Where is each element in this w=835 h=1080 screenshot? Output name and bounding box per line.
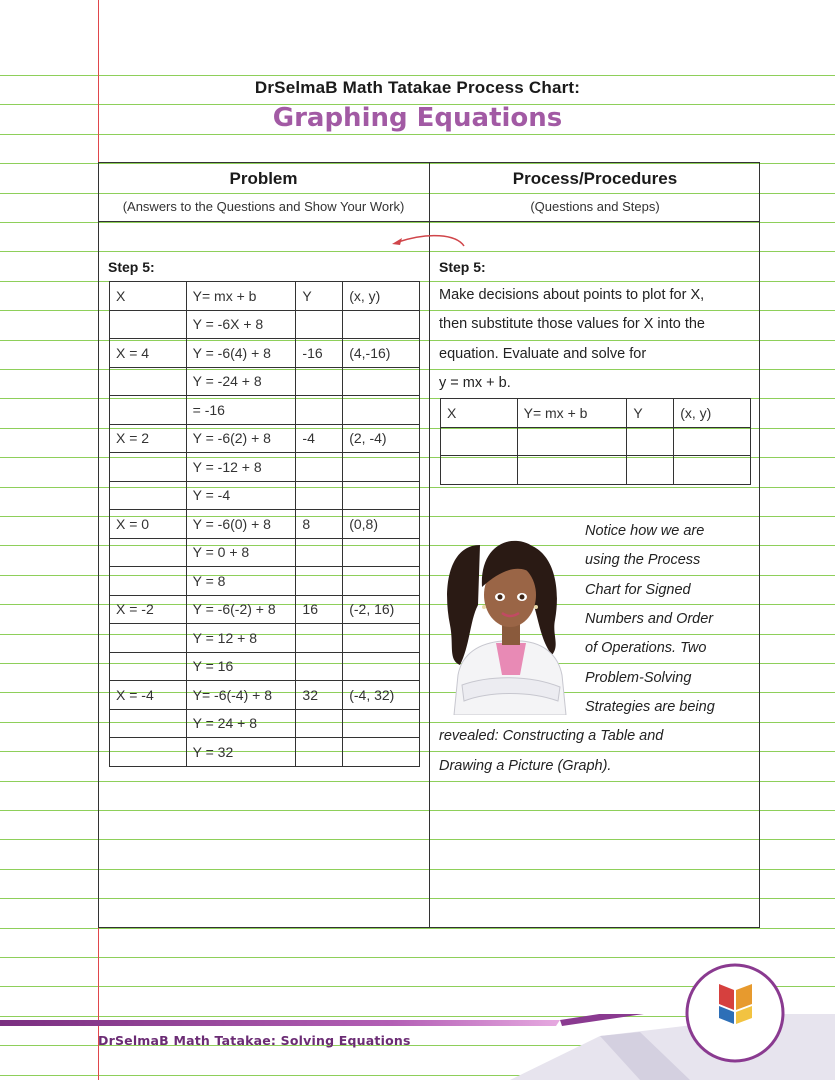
table-cell: Y = -6X + 8 <box>186 310 296 339</box>
table-cell <box>296 567 343 596</box>
table-cell: 32 <box>296 681 343 710</box>
footer-text: DrSelmaB Math Tatakae: Solving Equations <box>98 1033 411 1048</box>
process-text-line: equation. Evaluate and solve for <box>439 346 647 362</box>
problem-subheading: (Answers to the Questions and Show Your Work) <box>122 199 405 214</box>
table-header-cell: Y <box>296 282 343 311</box>
teacher-avatar <box>440 525 580 715</box>
table-cell <box>296 367 343 396</box>
table-cell: Y= -6(-4) + 8 <box>186 681 296 710</box>
table-cell: Y = 8 <box>186 567 296 596</box>
table-cell <box>296 481 343 510</box>
table-cell: = -16 <box>186 396 296 425</box>
table-cell <box>110 709 187 738</box>
table-row <box>110 595 420 624</box>
table-cell: Y = 12 + 8 <box>186 624 296 653</box>
table-cell <box>296 396 343 425</box>
table-row <box>110 538 420 567</box>
table-row <box>110 396 420 425</box>
table-cell <box>343 652 420 681</box>
table-cell: X = 0 <box>110 510 187 539</box>
table-row <box>110 681 420 710</box>
table-cell <box>296 709 343 738</box>
table-cell <box>343 738 420 767</box>
table-cell <box>343 310 420 339</box>
process-heading: Process/Procedures <box>512 169 678 188</box>
note-line: Drawing a Picture (Graph). <box>439 758 612 774</box>
table-cell <box>441 427 518 456</box>
table-cell: X = 2 <box>110 424 187 453</box>
table-row <box>110 453 420 482</box>
table-cell: X <box>441 399 518 428</box>
table-cell <box>627 456 674 485</box>
table-cell: Y = -6(0) + 8 <box>186 510 296 539</box>
table-cell <box>517 427 627 456</box>
problem-table <box>109 281 420 767</box>
process-text-line: then substitute those values for X into the <box>439 316 705 332</box>
table-row <box>110 738 420 767</box>
column-divider <box>429 162 430 928</box>
paper-line <box>0 134 835 135</box>
table-cell: Y= mx + b <box>517 399 627 428</box>
table-cell: 16 <box>296 595 343 624</box>
table-cell: (4,-16) <box>343 339 420 368</box>
table-cell: (x, y) <box>674 399 751 428</box>
table-cell <box>110 624 187 653</box>
table-cell: -16 <box>296 339 343 368</box>
table-cell: X = 4 <box>110 339 187 368</box>
table-cell <box>296 538 343 567</box>
table-cell <box>110 567 187 596</box>
note-line: Chart for Signed <box>585 582 691 598</box>
note-line: Numbers and Order <box>585 611 714 627</box>
process-text-line: y = mx + b. <box>439 375 511 391</box>
table-cell <box>343 538 420 567</box>
table-cell <box>296 624 343 653</box>
table-cell <box>627 427 674 456</box>
table-cell <box>343 709 420 738</box>
table-cell <box>343 481 420 510</box>
table-cell: 8 <box>296 510 343 539</box>
table-row <box>110 567 420 596</box>
table-header-cell: (x, y) <box>343 282 420 311</box>
table-cell: Y = 0 + 8 <box>186 538 296 567</box>
table-cell: -4 <box>296 424 343 453</box>
table-row <box>110 424 420 453</box>
table-cell <box>296 453 343 482</box>
curved-arrow-icon <box>388 230 468 250</box>
table-cell <box>674 456 751 485</box>
table-cell <box>110 538 187 567</box>
table-header-cell: X <box>110 282 187 311</box>
table-cell: Y = -12 + 8 <box>186 453 296 482</box>
table-cell <box>296 738 343 767</box>
page-title: DrSelmaB Math Tatakae Process Chart: <box>254 78 581 97</box>
table-cell <box>110 481 187 510</box>
table-cell <box>110 738 187 767</box>
note-line: Notice how we are <box>585 523 705 539</box>
table-cell: X = -2 <box>110 595 187 624</box>
table-header-cell: Y= mx + b <box>186 282 296 311</box>
process-text-line: Make decisions about points to plot for X, <box>439 287 705 303</box>
table-row <box>110 282 420 311</box>
paper-line <box>0 75 835 76</box>
note-line: revealed: Constructing a Table and <box>439 728 664 744</box>
table-row <box>110 624 420 653</box>
table-row <box>110 709 420 738</box>
table-row <box>110 310 420 339</box>
table-cell: Y <box>627 399 674 428</box>
table-cell <box>674 427 751 456</box>
table-row <box>110 367 420 396</box>
table-cell: Y = 32 <box>186 738 296 767</box>
header-rule <box>98 221 760 222</box>
brand-logo-icon <box>684 962 786 1064</box>
note-line: Strategies are being <box>585 699 715 715</box>
table-cell: Y = -6(4) + 8 <box>186 339 296 368</box>
table-cell <box>441 456 518 485</box>
note-line: Problem-Solving <box>585 670 692 686</box>
table-cell <box>110 396 187 425</box>
table-cell <box>110 367 187 396</box>
table-cell: (-4, 32) <box>343 681 420 710</box>
table-cell: Y = 24 + 8 <box>186 709 296 738</box>
table-cell: Y = -6(2) + 8 <box>186 424 296 453</box>
table-row <box>441 399 751 428</box>
table-cell <box>343 453 420 482</box>
note-line: of Operations. Two <box>585 640 707 656</box>
table-cell: (2, -4) <box>343 424 420 453</box>
problem-step-label: Step 5: <box>108 259 155 275</box>
table-cell <box>343 567 420 596</box>
table-cell: (-2, 16) <box>343 595 420 624</box>
table-cell: X = -4 <box>110 681 187 710</box>
table-cell <box>296 652 343 681</box>
table-row <box>110 339 420 368</box>
page-subtitle: Graphing Equations <box>272 103 563 133</box>
process-step-label: Step 5: <box>439 259 486 275</box>
table-cell <box>296 310 343 339</box>
table-cell <box>110 310 187 339</box>
process-subheading: (Questions and Steps) <box>530 199 660 214</box>
table-cell <box>343 396 420 425</box>
paper-line <box>0 957 835 958</box>
problem-heading: Problem <box>229 169 298 188</box>
table-cell: (0,8) <box>343 510 420 539</box>
process-template-table <box>440 398 751 485</box>
table-row <box>110 481 420 510</box>
table-row <box>110 652 420 681</box>
table-cell <box>343 624 420 653</box>
table-cell: Y = 16 <box>186 652 296 681</box>
paper-line <box>0 928 835 929</box>
table-cell <box>110 453 187 482</box>
table-row <box>441 427 751 456</box>
table-cell <box>517 456 627 485</box>
note-line: using the Process <box>585 552 701 568</box>
table-cell: Y = -24 + 8 <box>186 367 296 396</box>
table-row <box>110 510 420 539</box>
table-row <box>441 456 751 485</box>
table-cell <box>343 367 420 396</box>
table-cell <box>110 652 187 681</box>
table-cell: Y = -4 <box>186 481 296 510</box>
table-cell: Y = -6(-2) + 8 <box>186 595 296 624</box>
